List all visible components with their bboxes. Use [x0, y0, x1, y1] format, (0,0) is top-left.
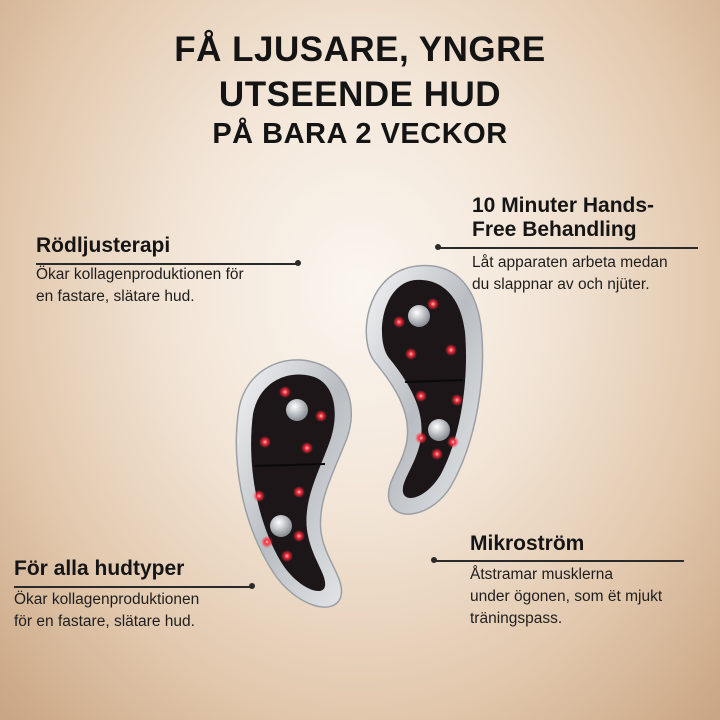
right-patch-button-icon	[408, 305, 430, 327]
left-patch-button-icon	[286, 399, 308, 421]
desc-line: Åtstramar musklerna	[470, 566, 613, 583]
title-line: Free Behandling	[472, 218, 637, 241]
desc-line: träningspass.	[470, 610, 563, 627]
left-patch-button-icon	[270, 515, 292, 537]
callout-line-hands-free	[438, 247, 698, 249]
callout-dot-hands-free	[435, 244, 441, 250]
callout-line-all-skin-types	[14, 586, 252, 588]
feature-red-light-title: Rödljusterapi	[36, 234, 171, 257]
desc-line: under ögonen, som ët mjukt	[470, 588, 663, 605]
feature-red-light-desc	[36, 264, 244, 308]
headline-line-3: PÅ BARA 2 VECKOR	[212, 118, 508, 150]
left-eye-patch	[236, 360, 351, 607]
desc-line: Låt apparaten arbeta medan	[472, 254, 668, 271]
headline-line-2: UTSEENDE HUD	[218, 75, 502, 114]
desc-line: du slappnar av och njüter.	[472, 276, 650, 293]
title-line: 10 Minuter Hands-	[472, 194, 655, 217]
feature-hands-free	[472, 194, 668, 296]
desc-line: för en fastare, slätare hud.	[14, 613, 195, 630]
desc-line: Ökar kollagenproduktionen för	[36, 266, 244, 283]
desc-line: en fastare, slätare hud.	[36, 288, 195, 305]
headline-line-1: FÅ LJUSARE, YNGRE	[174, 30, 546, 69]
eye-patch-device-illustration	[225, 260, 495, 620]
feature-microcurrent	[470, 532, 662, 630]
right-patch-button-icon	[428, 419, 450, 441]
feature-all-skin-types	[14, 557, 199, 633]
feature-all-skin-types-desc	[14, 589, 199, 633]
feature-hands-free-desc	[472, 252, 668, 296]
desc-line: Ökar kollagenproduktionen	[14, 591, 200, 608]
feature-hands-free-title	[472, 194, 668, 242]
right-eye-patch	[366, 266, 482, 515]
feature-all-skin-types-title: För alla hudtyper	[14, 557, 185, 580]
feature-red-light	[36, 234, 244, 308]
feature-microcurrent-title: Mikroström	[470, 532, 585, 555]
feature-microcurrent-desc	[470, 564, 662, 630]
